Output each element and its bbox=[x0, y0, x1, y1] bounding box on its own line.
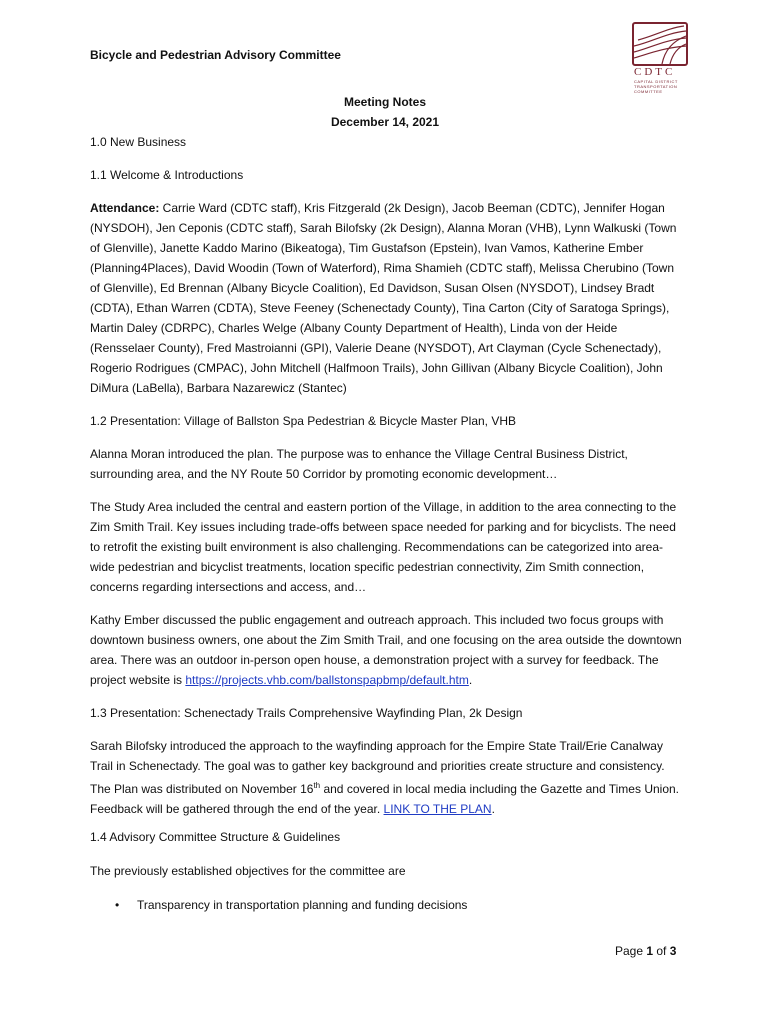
page-number bbox=[615, 944, 676, 958]
logo-text: CDTC bbox=[634, 66, 676, 78]
superscript-th: th bbox=[313, 781, 321, 790]
attendance-list: Carrie Ward (CDTC staff), Kris Fitzgerald (2k Design), Jacob Beeman (CDTC), Jennifer Hogan (NYSDOH), Jen Ceponis (CDTC staff), Sarah Bilofsky (2k Design), Alanna Moran (VHB), Lynn Walkuski (Town of Glenville), Janette Kaddo Marino (Bikeatoga), Tim Gustafson (Epstein), Ivan Vamos, Katherine Ember (Planning4Places), David Woodin (Town of Waterford), Rima Shamieh (CDTC staff), Melissa Cherubino (Town of Glenville), Ed Brennan (Albany Bicycle Coalition), Ed Davidson, Susan Olsen (NYSDOT), Lindsey Bradt (CDTA), Ethan Warren (CDTA), Steve Feeney (Schenectady County), Tina Carton (City of Saratoga Springs), Martin Daley (CDRPC), Charles Welge (Albany County Department of Health), Linda von der Heide (Rensselaer County), Fred Mastroianni (GPI), Valerie Deane (NYSDOT), Art Clayman (Cycle Schenectady), Rogerio Rodrigues (CMPAC), John Mitchell (Halfmoon Trails), John Gillivan (Albany Bicycle Coalition), John DiMura (LaBella), Barbara Nazarewicz (Stantec) bbox=[90, 201, 677, 395]
logo-emblem-icon bbox=[632, 22, 688, 66]
paragraph-ballston-intro: Alanna Moran introduced the plan. The purpose was to enhance the Village Central Business District, surrounding area, and the NY Route 50 Corridor by promoting economic development… bbox=[90, 447, 628, 481]
cdtc-logo bbox=[632, 22, 688, 94]
section-heading-schenectady: 1.3 Presentation: Schenectady Trails Comprehensive Wayfinding Plan, 2k Design bbox=[90, 706, 523, 720]
page-of: of bbox=[653, 944, 670, 958]
wayfinding-text-b: and covered in local media including the Gazette and Times Union. Feedback will be gathered through the end of the year. bbox=[90, 782, 679, 816]
page-current: 1 bbox=[646, 944, 654, 958]
document-title: Meeting Notes bbox=[343, 95, 426, 109]
bullet-icon: • bbox=[115, 898, 120, 912]
engagement-end: . bbox=[468, 673, 473, 687]
paragraph-study-area: The Study Area included the central and eastern portion of the Village, in addition to the area connecting to the Zim Smith Trail. Key issues including trade-offs between space needed for parking and for bicyclists. The need to retrofit the existing built environment is also challenging. Recommendations can be categorized into area-wide pedestrian and bicyclist treatments, location specific pedestrian connectivity, Zim Smith connection, concerns regarding intersections and access, and… bbox=[90, 500, 677, 594]
document-date: December 14, 2021 bbox=[330, 115, 440, 129]
list-item-transparency: Transparency in transportation planning and funding decisions bbox=[137, 898, 468, 912]
attendance-paragraph bbox=[90, 198, 685, 398]
committee-name: Bicycle and Pedestrian Advisory Committee bbox=[90, 48, 341, 62]
page-total: 3 bbox=[669, 944, 677, 958]
section-heading-new-business: 1.0 New Business bbox=[90, 135, 187, 149]
link-to-the-plan[interactable]: LINK TO THE PLAN bbox=[383, 802, 492, 816]
wayfinding-text-a: Sarah Bilofsky introduced the approach to the wayfinding approach for the Empire State Trail/Erie Canalway Trail in Schenectady. The goal was to gather key background and priorities create structure and consistency. The Plan was distributed on November 16 bbox=[90, 739, 665, 796]
section-heading-ballston-spa: 1.2 Presentation: Village of Ballston Spa Pedestrian & Bicycle Master Plan, VHB bbox=[90, 414, 517, 428]
paragraph-objectives: The previously established objectives for the committee are bbox=[90, 864, 406, 878]
attendance-label: Attendance: bbox=[90, 201, 160, 215]
section-heading-welcome: 1.1 Welcome & Introductions bbox=[90, 168, 244, 182]
section-heading-advisory: 1.4 Advisory Committee Structure & Guidelines bbox=[90, 830, 341, 844]
paragraph-engagement bbox=[90, 610, 685, 690]
project-website-link[interactable]: https://projects.vhb.com/ballstonspapbmp/default.htm bbox=[185, 673, 469, 687]
engagement-text: Kathy Ember discussed the public engagement and outreach approach. This included two focus groups with downtown business owners, one about the Zim Smith Trail, and one focusing on the area outside the downtown area. There was an outdoor in-person open house, a demonstration project with a survey for feedback. The project website is bbox=[90, 613, 682, 687]
page-prefix: Page bbox=[615, 944, 647, 958]
wayfinding-end: . bbox=[491, 802, 495, 816]
logo-subtext: CAPITAL DISTRICT TRANSPORTATION COMMITTEE bbox=[634, 79, 678, 94]
paragraph-wayfinding bbox=[90, 736, 685, 819]
